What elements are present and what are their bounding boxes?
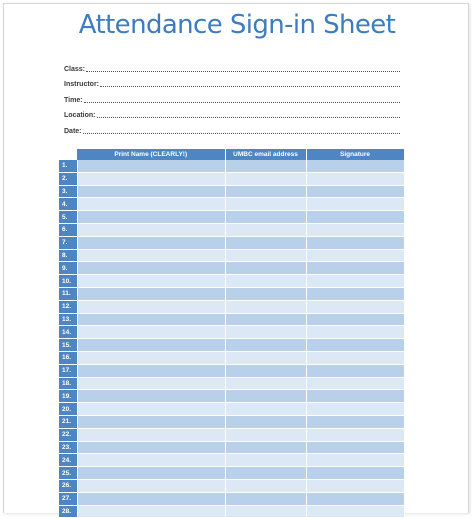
signature-cell[interactable] (306, 160, 404, 172)
email-cell[interactable] (225, 313, 306, 326)
field-blank-line[interactable] (97, 112, 401, 118)
table-row (59, 249, 404, 262)
field-label: Class: (64, 65, 86, 73)
table-row (59, 415, 404, 428)
field-label: Instructor: (64, 81, 99, 88)
email-cell[interactable] (225, 428, 306, 441)
table-row (59, 160, 404, 172)
signature-cell[interactable] (306, 211, 404, 224)
header-signature: Signature (306, 149, 404, 160)
name-cell[interactable] (77, 198, 225, 211)
table-row (59, 428, 404, 441)
signature-cell[interactable] (306, 479, 404, 492)
email-cell[interactable] (225, 454, 306, 467)
email-cell[interactable] (225, 249, 306, 262)
email-cell[interactable] (225, 172, 306, 185)
row-number: 10. (59, 275, 77, 288)
row-number: 14. (59, 326, 77, 339)
email-cell[interactable] (225, 339, 306, 352)
email-cell[interactable] (225, 403, 306, 416)
table-row (59, 454, 404, 467)
table-row (59, 287, 404, 300)
table-header-row (59, 149, 404, 160)
name-cell[interactable] (77, 275, 225, 288)
email-cell[interactable] (225, 467, 306, 480)
header-print-name: Print Name (CLEARLY!) (77, 149, 225, 160)
table-row (59, 185, 404, 198)
name-cell[interactable] (77, 415, 225, 428)
row-number: 7. (59, 236, 77, 249)
email-cell[interactable] (225, 326, 306, 339)
email-cell[interactable] (225, 300, 306, 313)
row-number: 18. (59, 377, 77, 390)
info-fields (64, 57, 400, 135)
table-row (59, 236, 404, 249)
field-blank-line[interactable] (86, 66, 400, 72)
name-cell[interactable] (77, 390, 225, 403)
name-cell[interactable] (77, 505, 225, 518)
signature-cell[interactable] (306, 415, 404, 428)
email-cell[interactable] (225, 441, 306, 454)
signature-cell[interactable] (306, 275, 404, 288)
name-cell[interactable] (77, 441, 225, 454)
row-number: 17. (59, 364, 77, 377)
name-cell[interactable] (77, 262, 225, 275)
signature-cell[interactable] (306, 454, 404, 467)
signature-cell[interactable] (306, 262, 404, 275)
email-cell[interactable] (225, 390, 306, 403)
name-cell[interactable] (77, 172, 225, 185)
table-row (59, 364, 404, 377)
name-cell[interactable] (77, 339, 225, 352)
name-cell[interactable] (77, 223, 225, 236)
row-number: 19. (59, 390, 77, 403)
row-number: 11. (59, 287, 77, 300)
signature-cell[interactable] (306, 313, 404, 326)
signature-cell[interactable] (306, 441, 404, 454)
table-body (59, 160, 404, 518)
signature-cell[interactable] (306, 198, 404, 211)
signature-cell[interactable] (306, 467, 404, 480)
row-number: 22. (59, 428, 77, 441)
row-number: 2. (59, 172, 77, 185)
table-row (59, 390, 404, 403)
email-cell[interactable] (225, 351, 306, 364)
email-cell[interactable] (225, 198, 306, 211)
email-cell[interactable] (225, 492, 306, 505)
name-cell[interactable] (77, 185, 225, 198)
table-row (59, 275, 404, 288)
table-row (59, 351, 404, 364)
email-cell[interactable] (225, 223, 306, 236)
name-cell[interactable] (77, 287, 225, 300)
field-location (64, 104, 400, 120)
email-cell[interactable] (225, 479, 306, 492)
table-row (59, 300, 404, 313)
name-cell[interactable] (77, 479, 225, 492)
email-cell[interactable] (225, 505, 306, 518)
name-cell[interactable] (77, 364, 225, 377)
name-cell[interactable] (77, 313, 225, 326)
row-number: 6. (59, 223, 77, 236)
signature-cell[interactable] (306, 172, 404, 185)
field-label: Date: (64, 127, 82, 135)
row-number: 12. (59, 300, 77, 313)
name-cell[interactable] (77, 492, 225, 505)
row-number: 20. (59, 403, 77, 416)
table-row (59, 441, 404, 454)
signature-cell[interactable] (306, 390, 404, 403)
field-blank-line[interactable] (84, 97, 400, 103)
table-row (59, 262, 404, 275)
name-cell[interactable] (77, 236, 225, 249)
email-cell[interactable] (225, 415, 306, 428)
name-cell[interactable] (77, 403, 225, 416)
signature-cell[interactable] (306, 223, 404, 236)
field-time (64, 88, 400, 104)
signature-cell[interactable] (306, 236, 404, 249)
signature-cell[interactable] (306, 287, 404, 300)
row-number: 15. (59, 339, 77, 352)
email-cell[interactable] (225, 275, 306, 288)
signature-cell[interactable] (306, 364, 404, 377)
row-number: 5. (59, 211, 77, 224)
field-label: Location: (64, 112, 96, 119)
table-row (59, 172, 404, 185)
header-email: UMBC email address (225, 149, 306, 160)
row-number: 26. (59, 479, 77, 492)
row-number: 3. (59, 185, 77, 198)
field-blank-line[interactable] (83, 128, 400, 134)
field-label: Time: (64, 96, 83, 104)
row-number: 21. (59, 415, 77, 428)
table-row (59, 326, 404, 339)
name-cell[interactable] (77, 211, 225, 224)
email-cell[interactable] (225, 236, 306, 249)
signature-cell[interactable] (306, 249, 404, 262)
table-row (59, 505, 404, 518)
header-blank-cell (59, 149, 77, 160)
table-row (59, 313, 404, 326)
email-cell[interactable] (225, 377, 306, 390)
signature-cell[interactable] (306, 351, 404, 364)
row-number: 27. (59, 492, 77, 505)
field-class (64, 57, 400, 73)
name-cell[interactable] (77, 428, 225, 441)
name-cell[interactable] (77, 160, 225, 172)
name-cell[interactable] (77, 249, 225, 262)
signature-cell[interactable] (306, 403, 404, 416)
table-row (59, 467, 404, 480)
row-number: 23. (59, 441, 77, 454)
signature-cell[interactable] (306, 339, 404, 352)
signature-cell[interactable] (306, 300, 404, 313)
row-number: 25. (59, 467, 77, 480)
name-cell[interactable] (77, 300, 225, 313)
signature-cell[interactable] (306, 326, 404, 339)
page-title: Attendance Sign-in Sheet (78, 10, 396, 40)
email-cell[interactable] (225, 185, 306, 198)
signature-cell[interactable] (306, 505, 404, 518)
table-row (59, 211, 404, 224)
table-row (59, 377, 404, 390)
table-row (59, 479, 404, 492)
email-cell[interactable] (225, 364, 306, 377)
email-cell[interactable] (225, 211, 306, 224)
email-cell[interactable] (225, 262, 306, 275)
name-cell[interactable] (77, 351, 225, 364)
row-number: 13. (59, 313, 77, 326)
attendance-table (59, 149, 405, 518)
table-row (59, 223, 404, 236)
row-number: 28. (59, 505, 77, 518)
field-blank-line[interactable] (100, 81, 400, 87)
signature-cell[interactable] (306, 185, 404, 198)
row-number: 4. (59, 198, 77, 211)
table-row (59, 492, 404, 505)
field-instructor (64, 73, 400, 89)
row-number: 16. (59, 351, 77, 364)
signature-cell[interactable] (306, 492, 404, 505)
row-number: 1. (59, 160, 77, 172)
name-cell[interactable] (77, 467, 225, 480)
row-number: 8. (59, 249, 77, 262)
table-row (59, 198, 404, 211)
table-row (59, 339, 404, 352)
table-row (59, 403, 404, 416)
name-cell[interactable] (77, 377, 225, 390)
email-cell[interactable] (225, 287, 306, 300)
name-cell[interactable] (77, 454, 225, 467)
row-number: 24. (59, 454, 77, 467)
row-number: 9. (59, 262, 77, 275)
name-cell[interactable] (77, 326, 225, 339)
field-date (64, 119, 400, 135)
signature-cell[interactable] (306, 428, 404, 441)
email-cell[interactable] (225, 160, 306, 172)
signature-cell[interactable] (306, 377, 404, 390)
